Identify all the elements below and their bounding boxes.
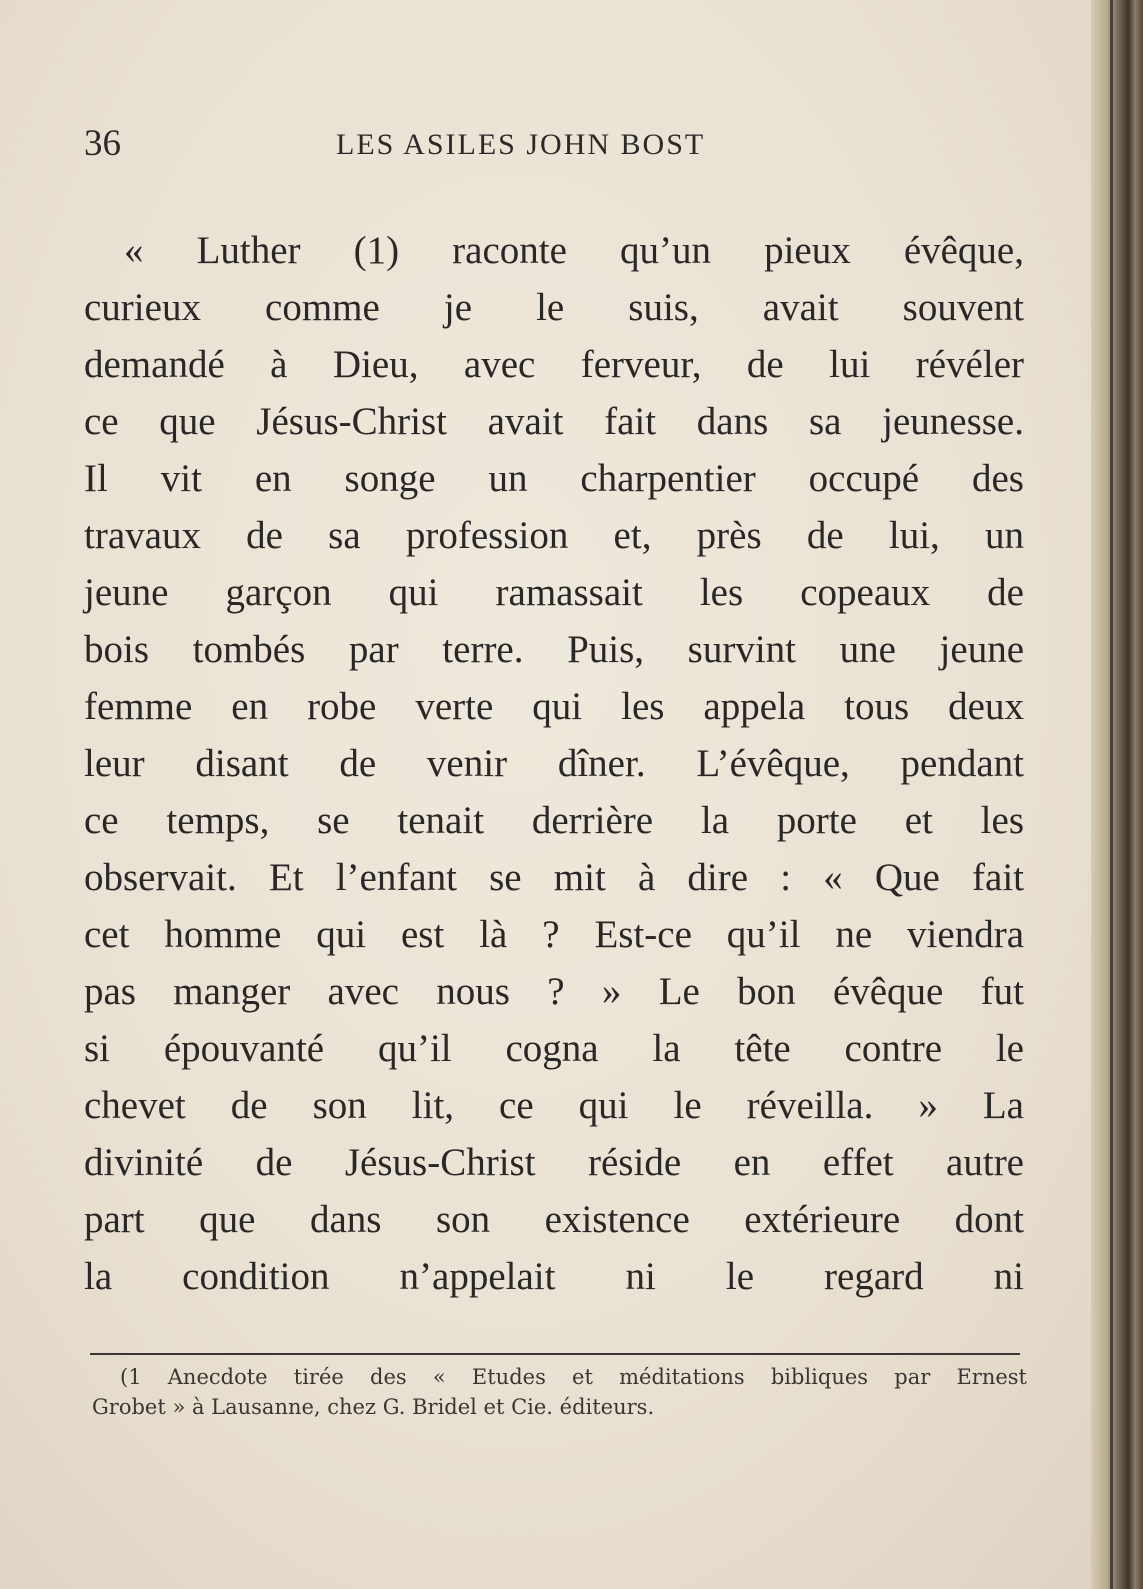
text-line: si épouvanté qu’il cogna la tête contre le [84,1027,1024,1070]
text-line: cet homme qui est là ? Est-ce qu’il ne viendra [84,913,1024,956]
text-line: observait. Et l’enfant se mit à dire : « Que fait [84,856,1024,899]
text-line: jeune garçon qui ramassait les copeaux de [84,571,1024,614]
footnote [92,1362,1027,1422]
running-title: LES ASILES JOHN BOST [336,128,706,161]
text-line: la condition n’appelait ni le regard ni [84,1255,1024,1298]
text-line: ce que Jésus-Christ avait fait dans sa jeunesse. [84,400,1024,443]
text-line: ce temps, se tenait derrière la porte et les [84,799,1024,842]
footnote-line: Grobet » à Lausanne, chez G. Bridel et Cie. éditeurs. [92,1395,655,1419]
text-line: pas manger avec nous ? » Le bon évêque fut [84,970,1024,1013]
text-line: divinité de Jésus-Christ réside en effet autre [84,1141,1024,1184]
text-line: chevet de son lit, ce qui le réveilla. » La [84,1084,1024,1127]
page-edge-shadow [1091,0,1143,1589]
footnote-divider [90,1353,1020,1355]
page-header [84,122,784,172]
text-line: bois tombés par terre. Puis, survint une jeune [84,628,1024,671]
text-line: travaux de sa profession et, près de lui, un [84,514,1024,557]
text-line: part que dans son existence extérieure dont [84,1198,1024,1241]
text-line: Il vit en songe un charpentier occupé des [84,457,1024,500]
text-line: leur disant de venir dîner. L’évêque, pendant [84,742,1024,785]
binding-line [1110,0,1113,1589]
text-line: femme en robe verte qui les appela tous deux [84,685,1024,728]
footnote-line: (1 Anecdote tirée des « Etudes et méditations bibliques par Ernest [120,1365,1027,1389]
page-number: 36 [84,123,121,164]
text-line: demandé à Dieu, avec ferveur, de lui révéler [84,343,1024,386]
text-line: « Luther (1) raconte qu’un pieux évêque, [124,229,1024,272]
body-text [84,222,1024,1305]
text-line: curieux comme je le suis, avait souvent [84,286,1024,329]
